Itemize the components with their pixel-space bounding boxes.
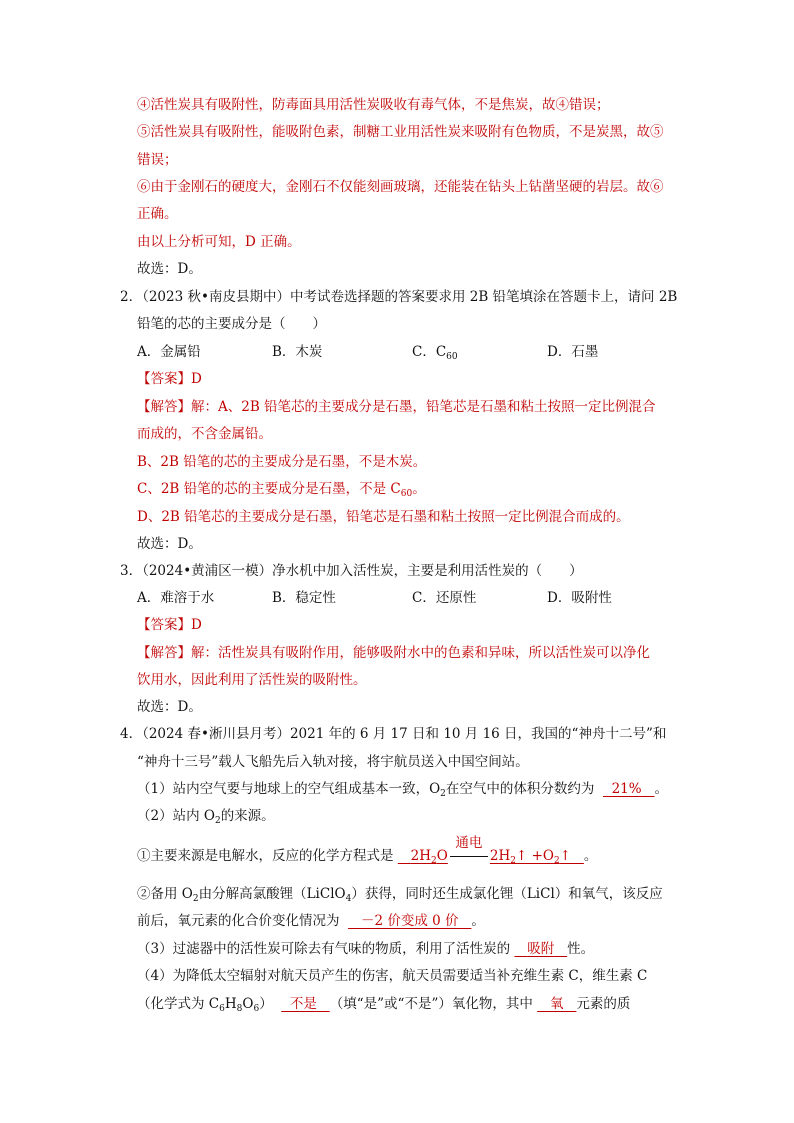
q4-part-4: （4）为降低太空辐射对航天员产生的伤害，航天员需要适当补充维生素 C，维生素 C bbox=[137, 968, 648, 984]
q2-choose: 故选：D。 bbox=[137, 536, 202, 552]
q4-part-2-2: ②备用 $O_2$由分解高氯酸锂（LiClO$_4$）获得，同时还生成氯化锂（LiCl）和氧气，该反应 bbox=[137, 886, 663, 904]
q2-explain-cont: 而成的，不含金属铅。 bbox=[137, 426, 272, 442]
q3-stem: 3．（2024•黄浦区一模）净水机中加入活性炭，主要是利用活性炭的（ ） bbox=[120, 563, 583, 579]
q3-option-a: A．难溶于水 bbox=[137, 590, 215, 606]
q3-option-d: D．吸附性 bbox=[547, 590, 612, 606]
q4-answer-1: 21% bbox=[611, 781, 642, 797]
q4-answer-adsorption: 吸附 bbox=[527, 941, 555, 957]
q3-choose: 故选：D。 bbox=[137, 699, 202, 715]
electrolysis-condition: 通电 bbox=[448, 846, 490, 866]
q2-stem: 2．（2023 秋•南皮县期中）中考试卷选择题的答案要求用 2B 铅笔填涂在答题卡上，请问 2B bbox=[120, 289, 678, 305]
q3-option-b: B．稳定性 bbox=[272, 590, 336, 606]
q1-explain-line-6: ⑥由于金刚石的硬度大，金刚石不仅能刻画玻璃，还能装在钻头上钻凿坚硬的岩层。故⑥ bbox=[137, 179, 664, 195]
q4-part-2-2-cont: 前后，氧元素的化合价变化情况为 －2 价变成 0 价 。 bbox=[137, 913, 485, 929]
q4-answer-oxygen: 氧 bbox=[550, 996, 564, 1012]
q4-answer-valence: －2 价变成 0 价 bbox=[360, 913, 459, 929]
q4-part-2-1: ①主要来源是电解水，反应的化学方程式是 $2H_2O$ 通电 $2H_2↑$ $+O_2↑$ 。 bbox=[137, 835, 598, 866]
q4-answer-not-oxide: 不是 bbox=[289, 996, 317, 1012]
q2-explain-c: C、2B 铅笔的芯的主要成分是石墨，不是 $C_{60}$。 bbox=[137, 481, 426, 499]
q4-part-4-cont: （化学式为 $C_6H_8O_6$） 不是 （填“是”或“不是”）氧化物，其中 氧 元素的质 bbox=[137, 996, 631, 1014]
q2-explain: 【解答】解：A、2B 铅笔芯的主要成分是石墨，铅笔芯是石墨和粘土按照一定比例混合 bbox=[137, 399, 656, 415]
q2-explain-b: B、2B 铅笔的芯的主要成分是石墨，不是木炭。 bbox=[137, 454, 427, 470]
q2-stem-cont: 铅笔的芯的主要成分是（ ） bbox=[137, 316, 326, 332]
q4-answer-equation: $2H_2O$ bbox=[410, 848, 448, 866]
q4-part-2: （2）站内 $O_2$的来源。 bbox=[137, 808, 275, 826]
q1-conclusion: 由以上分析可知，D 正确。 bbox=[137, 234, 301, 250]
q2-explain-d: D、2B 铅笔芯的主要成分是石墨，铅笔芯是石墨和粘土按照一定比例混合而成的。 bbox=[137, 509, 630, 525]
q4-part-3: （3）过滤器中的活性炭可除去有气味的物质，利用了活性炭的 吸附 性。 bbox=[137, 941, 595, 957]
q2-option-d: D．石墨 bbox=[547, 344, 599, 360]
q2-answer: 【答案】D bbox=[137, 371, 202, 387]
q3-answer: 【答案】D bbox=[137, 617, 202, 633]
q4-stem: 4．（2024 春•淅川县月考）2021 年的 6 月 17 日和 10 月 16 日，我国的“神舟十二号”和 bbox=[120, 726, 667, 742]
q1-explain-line-6-cont: 正确。 bbox=[137, 206, 178, 222]
q2-option-b: B．木炭 bbox=[272, 344, 323, 360]
q2-option-c: C．$C_{60}$ bbox=[412, 344, 458, 362]
q2-option-a: A．金属铅 bbox=[137, 344, 201, 360]
q1-explain-line-4: ④活性炭具有吸附性，防毒面具用活性炭吸收有毒气体，不是焦炭，故④错误； bbox=[137, 97, 610, 113]
q3-explain-cont: 饮用水，因此利用了活性炭的吸附性。 bbox=[137, 672, 367, 688]
q1-choose: 故选：D。 bbox=[137, 261, 202, 277]
q4-part-1: （1）站内空气要与地球上的空气组成基本一致，$O_2$在空气中的体积分数约为 21% 。 bbox=[137, 781, 668, 799]
q1-explain-line-5-cont: 错误； bbox=[137, 152, 178, 168]
q3-option-c: C．还原性 bbox=[412, 590, 477, 606]
q3-explain: 【解答】解：活性炭具有吸附作用，能够吸附水中的色素和异味，所以活性炭可以净化 bbox=[137, 645, 650, 661]
q4-stem-cont: “神舟十三号”载人飞船先后入轨对接，将宇航员送入中国空间站。 bbox=[137, 754, 529, 770]
q1-explain-line-5: ⑤活性炭具有吸附性，能吸附色素，制糖工业用活性炭来吸附有色物质，不是炭黑，故⑤ bbox=[137, 124, 664, 140]
